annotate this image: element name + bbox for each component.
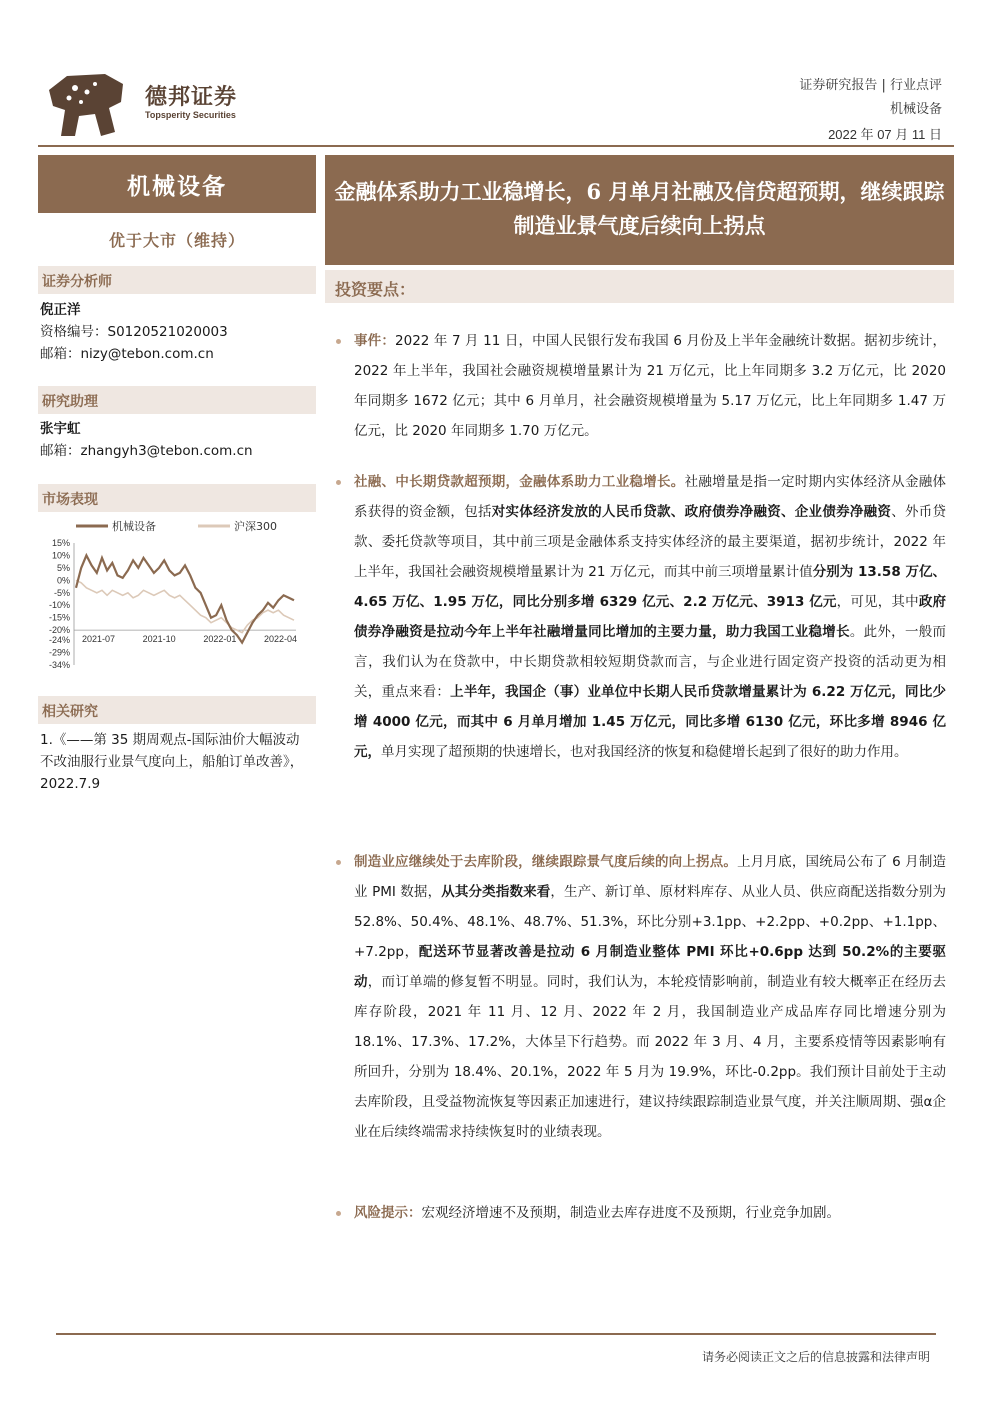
assistant-email[interactable]: 邮箱：zhangyh3@tebon.com.cn <box>40 443 253 459</box>
bullet-icon <box>334 858 343 867</box>
x-tick-label: 2022-04 <box>264 634 298 645</box>
assistant-name: 张宇虹 <box>40 421 81 437</box>
series-line <box>76 580 294 632</box>
y-tick-label: -10% <box>48 600 70 611</box>
brand-logo <box>45 70 255 140</box>
brand-name-cn: 德邦证券 <box>145 84 238 110</box>
y-tick-label: -15% <box>48 612 70 623</box>
rating: 优于大市（维持） <box>108 231 245 250</box>
paragraph-text: ，生产、新订单、原材料库存、从业人员、供应商配送指数分别为 52.8%、50.4%、48.1%、48.7%、51.3%，环比分别+3.1pp、+2.2pp、+0.2pp、+1.1pp、+7.2pp， <box>354 884 946 960</box>
x-tick-label: 2022-01 <box>203 634 237 645</box>
paragraph-text: ，可见，其中 <box>836 594 919 610</box>
paragraph-risk <box>354 1198 946 1228</box>
paragraph-lead: 事件： <box>354 333 396 349</box>
brand-name-en: Topsperity Securities <box>145 110 236 120</box>
footer-divider <box>56 1333 936 1335</box>
bullet-icon <box>334 478 343 487</box>
key-points-header: 投资要点： <box>325 270 954 303</box>
report-type: 证券研究报告 | 行业点评 <box>799 78 942 93</box>
leopard-logo-icon <box>45 70 125 138</box>
paragraph-manufacturing <box>354 847 946 1147</box>
sector-banner: 机械设备 <box>38 155 316 213</box>
market-performance-chart <box>40 515 316 675</box>
y-tick-label: -29% <box>48 647 70 658</box>
paragraph-event <box>354 326 946 446</box>
paragraph-text: ，而订单端的修复暂不明显。同时，我们认为，本轮疫情影响前，制造业有较大概率正在经历去库存阶段，2021 年 11 月、12 月、2022 年 2 月，我国制造业产成品库存同比增速分别为 18.1%、17.3%、17.2%，大体呈下行趋势。而 2022 年 3 月、4 月，主要系疫情等因素影响有所回升，分别为 18.4%、20.1%，2022 年 5 月为 19.9%，环比-0.2pp。我们预计目前处于主动去库阶段，且受益物流恢复等因素正加速进行，建议持续跟踪制造业景气度，并关注顺周期、强α企业在后续终端需求持续恢复时的业绩表现。 <box>354 974 947 1140</box>
y-tick-label: -5% <box>53 587 70 598</box>
analyst-email[interactable]: 邮箱：nizy@tebon.com.cn <box>40 346 214 362</box>
analyst-cert: 资格编号：S0120521020003 <box>40 324 228 340</box>
paragraph-emphasis: 上半年，我国企（事）业单位中长期人民币贷款增量累计为 6.22 万亿元，同比少增 4000 亿元，而其中 6 月单月增加 1.45 万亿元，同比多增 6130 亿元，环比多增 8946 亿元， <box>354 684 946 760</box>
y-tick-label: -34% <box>48 660 70 670</box>
market-section-header: 市场表现 <box>38 484 316 512</box>
header-sector: 机械设备 <box>889 102 942 117</box>
series-line <box>76 555 294 645</box>
paragraph-lead: 制造业应继续处于去库阶段，继续跟踪景气度后续的向上拐点。 <box>354 854 738 870</box>
y-tick-label: -20% <box>48 625 70 636</box>
legend-label: 机械设备 <box>112 520 156 533</box>
bullet-icon <box>334 1209 343 1218</box>
y-tick-label: 5% <box>56 562 70 573</box>
y-tick-label: -24% <box>48 635 70 646</box>
y-tick-label: 10% <box>51 550 70 561</box>
report-title: 金融体系助力工业稳增长，6 月单月社融及信贷超预期，继续跟踪制造业景气度后续向上拐点 <box>325 155 954 265</box>
paragraph-emphasis: 从其分类指数来看 <box>441 884 551 900</box>
footer-disclaimer[interactable]: 请务必阅读正文之后的信息披露和法律声明 <box>701 1350 930 1364</box>
related-research-item[interactable]: 1.《——第 35 期周观点-国际油价大幅波动不改油服行业景气度向上，船舶订单改善》，2022.7.9 <box>40 732 304 792</box>
x-tick-label: 2021-07 <box>82 634 116 645</box>
paragraph-text: 、外币贷款、委托贷款等项目，其中前三项是金融体系支持实体经济的最主要渠道，据初步统计，2022 年上半年，我国社会融资规模增量累计为 21 万亿元，而其中前三项增量累计值 <box>354 504 947 580</box>
bullet-icon <box>334 337 343 346</box>
header-divider <box>38 145 954 147</box>
paragraph-lead: 社融、中长期贷款超预期，金融体系助力工业稳增长。 <box>354 474 685 490</box>
paragraph-emphasis: 分别为 13.58 万亿、4.65 万亿、1.95 万亿，同比分别多增 6329 亿元、2.2 万亿元、3913 亿元 <box>354 564 946 610</box>
y-tick-label: 0% <box>56 575 70 586</box>
assistant-section-header: 研究助理 <box>38 386 316 414</box>
paragraph-emphasis: 对实体经济发放的人民币贷款、政府债券净融资、企业债券净融资 <box>491 504 892 520</box>
y-tick-label: 15% <box>51 538 70 548</box>
related-section-header: 相关研究 <box>38 696 316 724</box>
paragraph-lead: 风险提示： <box>354 1205 422 1221</box>
paragraph-text: 社融增量是指一定时期内实体经济从金融体系获得的资金额，包括 <box>354 474 947 520</box>
assistant-info <box>40 418 253 462</box>
paragraph-emphasis: 政府债券净融资是拉动今年上半年社融增量同比增加的主要力量，助力我国工业稳增长 <box>354 594 947 640</box>
analyst-info <box>40 299 228 365</box>
x-tick-label: 2021-10 <box>142 634 176 645</box>
legend-label: 沪深300 <box>234 520 277 533</box>
paragraph-text: 2022 年 7 月 11 日，中国人民银行发布我国 6 月份及上半年金融统计数据。据初步统计，2022 年上半年，我国社会融资规模增量累计为 21 万亿元，比上年同期多 3.2 万亿元，比 2020 年同期多 1672 亿元；其中 6 月单月，社会融资规模增量为 5.17 万亿元，比上年同期多 1.47 万亿元，比 2020 年同期多 1.70 万亿元。 <box>354 333 946 439</box>
paragraph-text: 上月月底，国统局公布了 6 月制造业 PMI 数据， <box>354 854 947 900</box>
analyst-section-header: 证券分析师 <box>38 266 316 294</box>
paragraph-social-financing <box>354 467 946 767</box>
report-date: 2022 年 07 月 11 日 <box>828 127 942 142</box>
paragraph-text: 单月实现了超预期的快速增长，也对我国经济的恢复和稳健增长起到了很好的助力作用。 <box>381 744 908 760</box>
paragraph-text: 宏观经济增速不及预期，制造业去库存进度不及预期，行业竞争加剧。 <box>421 1205 840 1221</box>
analyst-name: 倪正洋 <box>40 302 81 318</box>
paragraph-text: 。此外，一般而言，我们认为在贷款中，中长期贷款相较短期贷款而言，与企业进行固定资产投资的活动更为相关，重点来看： <box>354 624 947 700</box>
paragraph-emphasis: 配送环节显著改善是拉动 6 月制造业整体 PMI 环比+0.6pp 达到 50.2%的主要驱动 <box>354 944 946 990</box>
